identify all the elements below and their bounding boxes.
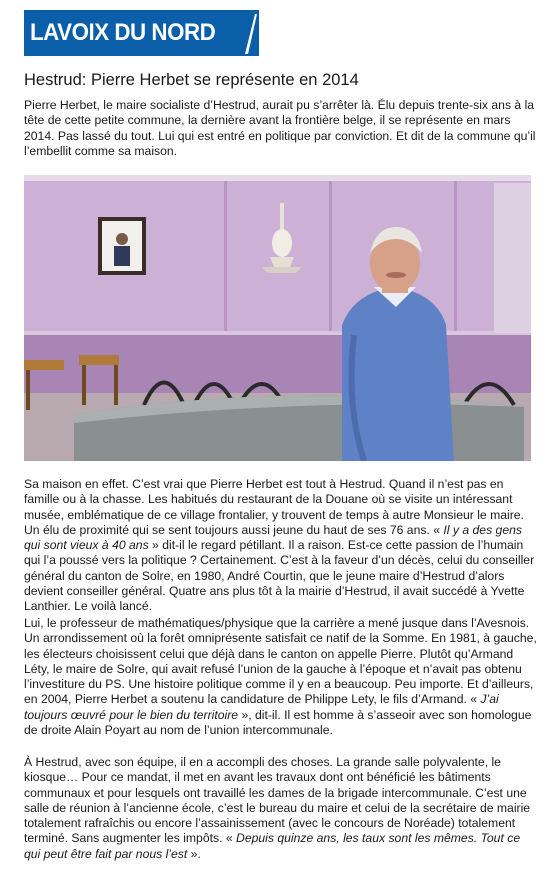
- article-title: Hestrud: Pierre Herbet se représente en 2014: [24, 71, 359, 89]
- article-paragraph-2: [24, 616, 539, 738]
- paragraph-text: » dit-il le regard pétillant. Il a raison. Est-ce cette passion de l’humain qui l’a poussé vers la politique ? Certainement. C’est à la faveur d’un décès, celui du conseiller général du canton de Solre, en 1980, André Courtin, que le jeune maire d’Hestrud d’alors devient conseiller général. Quatre ans plus tôt à la mairie d’Hestrud, il avait succédé à Yvette Lanthier. Le voilà lancé.: [24, 538, 535, 614]
- logo-text: LAVOIX DU NORD: [30, 19, 216, 46]
- logo-slash-icon: [219, 10, 259, 56]
- newspaper-logo[interactable]: [24, 10, 259, 56]
- article-photo: [24, 175, 531, 461]
- quote: Depuis quinze ans, les taux sont les mêmes. Tout ce qui peut être fait par nous l’est: [24, 831, 521, 861]
- article-paragraph-3: [24, 755, 539, 862]
- article-intro: Pierre Herbet, le maire socialiste d’Hestrud, aurait pu s’arrêter là. Élu depuis trente-six ans à la tête de cette petite commune, la dernière avant la frontière belge, il se représente en mars 2014. Pas lassé du tout. Lui qui est entré en politique par conviction. Et dit de la commune qu’il l’embellit comme sa maison.: [24, 98, 536, 158]
- paragraph-text: Sa maison en effet. C’est vrai que Pierre Herbet est tout à Hestrud. Quand il n’est pas en famille ou à la chasse. Les habitués du restaurant de la Douane où se visite un intéressant musée, emblématique de ce village frontalier, y trouvent de temps à autre Monsieur le maire. Un élu de proximité qui se sent toujours aussi jeune du haut de ses 76 ans. «: [24, 477, 524, 537]
- article-paragraph-1: [24, 477, 539, 615]
- paragraph-text: Lui, le professeur de mathématiques/physique que la carrière a mené jusque dans l’Avesnois. Un arrondissement où la forêt omniprésente satisfait ce natif de la Somme. En 1981, à gauche, les électeurs choisissent celui que déjà dans le canton on appelle Pierre. Plutôt qu’Armand Léty, le maire de Solre, qui avait refusé l’union de la gauche à l’époque et n’avait pas obtenu l’investiture du PS. Une histoire politique comme il y en a beaucoup. Peu importe. Et d’ailleurs, en 2004, Pierre Herbet a soutenu la candidature de Philippe Lety, le fils d’Armand. «: [24, 616, 537, 707]
- paragraph-text: ».: [187, 846, 201, 861]
- quote: J’ai toujours œuvré pour le bien du territoire: [24, 692, 499, 722]
- paragraph-text: », dit-il. Il est homme à s’asseoir avec son homologue de droite Alain Poyart au nom de l’union intercommunale.: [24, 707, 532, 738]
- quote: Il y a des gens qui sont vieux à 40 ans: [24, 522, 522, 553]
- paragraph-text: À Hestrud, avec son équipe, il en a accompli des choses. La grande salle polyvalente, le kiosque… Pour ce mandat, il met en avant les travaux dont ont bénéficié les bâtiments communaux et pour lesquels ont travaillé les dames de la brigade intercommunale. C’est une salle de réunion à l’ancienne école, c’est le bureau du maire et celui de la secrétaire de mairie totalement rafraîchis ou encore l’assainissement (avec le concours de Noréade) totalement terminé. Sans augmenter les impôts. «: [24, 755, 531, 846]
